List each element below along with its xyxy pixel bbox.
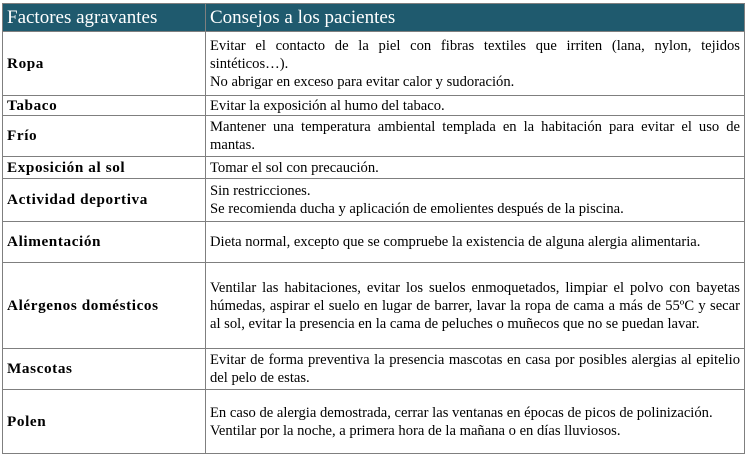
advice-text: Ventilar por la noche, a primera hora de la mañana o en días lluviosos. — [210, 422, 621, 439]
table-row — [3, 222, 745, 263]
header-row — [3, 4, 745, 32]
table-row — [3, 32, 745, 96]
advice-cell — [206, 96, 745, 116]
factor-cell: Mascotas — [3, 349, 206, 390]
factor-cell: Tabaco — [3, 96, 206, 116]
table-row — [3, 349, 745, 390]
advice-cell — [206, 263, 745, 349]
factor-cell: Ropa — [3, 32, 206, 96]
factor-cell: Actividad deportiva — [3, 179, 206, 222]
table-row — [3, 157, 745, 179]
advice-text: En caso de alergia demostrada, cerrar las ventanas en épocas de picos de polinización. — [210, 404, 713, 421]
header-factors: Factores agravantes — [3, 4, 206, 32]
advice-text: No abrigar en exceso para evitar calor y sudoración. — [210, 73, 515, 90]
header-advice: Consejos a los pacientes — [206, 4, 745, 32]
advice-text: Mantener una temperatura ambiental templada en la habitación para evitar el uso de mantas. — [210, 119, 740, 153]
advice-text: Se recomienda ducha y aplicación de emolientes después de la piscina. — [210, 201, 624, 217]
advice-text: Evitar la exposición al humo del tabaco. — [210, 97, 445, 114]
advice-text: Dieta normal, excepto que se compruebe la existencia de alguna alergia alimentaria. — [210, 234, 701, 250]
factor-cell: Alérgenos domésticos — [3, 263, 206, 349]
advice-cell — [206, 157, 745, 179]
table-header — [3, 4, 745, 32]
advice-cell — [206, 349, 745, 390]
table-row — [3, 390, 745, 454]
advice-cell — [206, 179, 745, 222]
table-row — [3, 263, 745, 349]
factor-cell: Polen — [3, 390, 206, 454]
advice-cell — [206, 390, 745, 454]
aggravating-factors-table — [2, 3, 745, 454]
factor-cell: Frío — [3, 116, 206, 157]
advice-cell — [206, 32, 745, 96]
advice-text: Sin restricciones. — [210, 183, 311, 199]
advice-cell — [206, 116, 745, 157]
advice-text: Tomar el sol con precaución. — [210, 159, 379, 176]
table-row — [3, 116, 745, 157]
table-body — [3, 32, 745, 454]
table-row — [3, 96, 745, 116]
advice-text: Ventilar las habitaciones, evitar los suelos enmoquetados, limpiar el polvo con bayetas húmedas, aspirar el suelo en lugar de barrer, lavar la ropa de cama a más de 55ºC y secar al sol, evitar la presencia en la cama de peluches o muñecos que no se puedan lavar. — [210, 279, 740, 332]
advice-text: Evitar de forma preventiva la presencia mascotas en casa por posibles alergias al epitelio del pelo de estas. — [210, 352, 740, 386]
advice-text: Evitar el contacto de la piel con fibras textiles que irriten (lana, nylon, tejidos sintéticos…). — [210, 37, 740, 72]
advice-cell — [206, 222, 745, 263]
factor-cell: Exposición al sol — [3, 157, 206, 179]
table-row — [3, 179, 745, 222]
factor-cell: Alimentación — [3, 222, 206, 263]
